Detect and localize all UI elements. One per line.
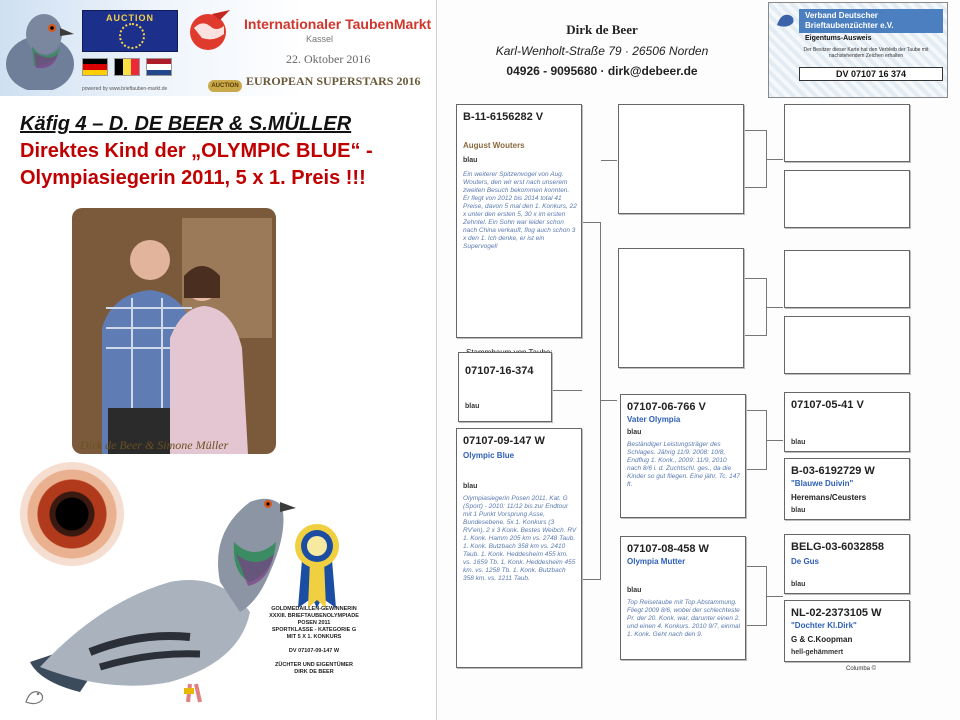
medal-line: ZÜCHTER UND EIGENTÜMER <box>275 662 353 668</box>
connector-line <box>745 410 767 470</box>
card-note: Der Besitzer dieser Karte hat den Verbleib der Taube mit nachstehendem Zeichen erhalten <box>803 47 929 59</box>
footer-credit: Columba © <box>846 666 877 672</box>
medal-line <box>244 655 384 662</box>
pedigree-card-father <box>456 104 582 338</box>
auction-logo-label: AUCTION <box>106 13 154 23</box>
pigeon-breeder: G & C.Koopman <box>791 635 853 644</box>
medal-inscription <box>244 606 384 676</box>
pigeon-name: Vater Olympia <box>627 415 681 424</box>
breeder-contact: 04926 - 9095680 · dirk@debeer.de <box>506 64 698 78</box>
card-title: Eigentums-Ausweis <box>805 35 872 42</box>
ring-number: NL-02-2373105 W <box>791 607 882 619</box>
pedigree-card-subject <box>458 352 552 422</box>
small-auction-logo: AUCTION <box>208 80 242 92</box>
pigeon-logo-icon <box>775 9 797 31</box>
pigeon-color: hell-gehämmert <box>791 649 844 656</box>
breeders-image <box>72 208 276 454</box>
photo-caption: Dirk de Beer & Simone Müller <box>80 438 229 452</box>
breeder-photo <box>72 208 276 454</box>
pigeon-name: "Dochter Kl.Dirk" <box>791 621 857 630</box>
ring-number: 07107-16-374 <box>465 365 534 377</box>
pigeon-color: blau <box>791 439 806 446</box>
pedigree-card-mother <box>456 428 582 668</box>
pigeon-color: blau <box>463 483 478 490</box>
ring-number: 07107-06-766 V <box>627 401 706 413</box>
market-title: Internationaler TaubenMarkt <box>244 16 432 32</box>
pedigree-card-mother-mother <box>620 536 746 660</box>
medal-line: POSEN 2011 <box>297 620 331 626</box>
globe-pigeon-icon <box>186 8 234 52</box>
photographer-logo-icon <box>22 684 48 708</box>
connector-line <box>745 566 767 626</box>
connector-line <box>767 440 783 441</box>
pedigree-card-empty <box>784 170 910 228</box>
pigeon-note: Olympiasiegerin Posen 2011, Kat. G (Sport) - 2010: 11/12 bis zur Endtour mit 1 Punkt Vorsprung Asse, Bundesebene. 5x 1. Konkurs (3 RV'en), 2 x 3 Konk. Bestes Weibch. RV 1. Konk. Hamm 205 km vs. 2748 Taub. 1. Konk. Butzbach 358 km vs. 2410 Taub. 1. Konk. Heddesheim 455 km. vs. 1659 Tb. 1. Konk. Heddesheim 455 km. vs. 1258 Tb. 1. Konk. Butzbach 358 km. vs. 1211 Taub. <box>463 495 577 582</box>
pigeon-note: Beständiger Leistungsträger des Schlages. Jährig 11/9. 2008: 10/8, Endflug 1. Konk., 2009: 11/9, 2010 nach 8/6 i. d. Zuchtschl. ges., da die Kinder so gut fliegen. Eine jähr. Tc. 147 ft. <box>627 441 740 488</box>
pedigree-card-mfm <box>784 458 910 520</box>
flag-belgium-icon <box>114 58 140 76</box>
left-panel <box>0 0 436 720</box>
medal-line: SPORTKLASSE - KATEGORIE G <box>271 627 357 633</box>
card-ring-number: DV 07107 16 374 <box>799 67 943 81</box>
lot-subtitle-1: Direktes Kind der „OLYMPIC BLUE“ - <box>20 140 373 162</box>
pigeon-color: blau <box>463 157 478 164</box>
connector-line <box>745 278 767 336</box>
pedigree-card-mmm <box>784 600 910 662</box>
pedigree-card-empty <box>784 250 910 308</box>
pedigree-card-empty <box>618 104 744 214</box>
pedigree-card-empty <box>618 248 744 368</box>
flags-row <box>82 58 172 76</box>
pedigree-card-mother-father <box>620 394 746 518</box>
medal-line: MIT 5 X 1. KONKURS <box>286 634 342 640</box>
rosette-medal-icon <box>292 520 342 610</box>
connector-line <box>601 160 617 161</box>
connector-line <box>601 400 617 401</box>
pigeon-name: De Gus <box>791 557 820 566</box>
lot-title: Käfig 4 – D. DE BEER & S.MÜLLER <box>20 113 352 135</box>
ring-number: 07107-05-41 V <box>791 399 864 411</box>
powered-by-text: powered by www.brieftauben-markt.de <box>82 86 168 92</box>
breeder-address: Karl-Wenholt-Straße 79 · 26506 Norden <box>495 44 709 58</box>
connector-line <box>552 390 582 391</box>
pigeon-note: Top Reisetaube mit Top Abstammung. Fliegt 2009 8/6, wobei der schlechteste Pr. der 20. Konk. war, darunter einen 2. und einen 4. Konkurs. 2010 9/7, einmal 1. Konk. Geht nach den 9. <box>627 599 741 638</box>
ring-number: 07107-08-458 W <box>627 543 709 555</box>
connector-line <box>745 130 767 188</box>
pigeon-eye-image <box>20 462 124 566</box>
eu-stars-icon <box>119 23 145 49</box>
breeder-name: Dirk de Beer <box>566 22 638 37</box>
card-org-line-2: Brieftaubenzüchter e.V. <box>805 21 894 30</box>
pigeon-note: Ein weiterer Spitzenvogel von Aug. Wouters, den wir erst nach unserem zweiten Besuch bekommen konnten. Er flegt von 2012 bis 2014 total 41 Preise, davon 5 mal den 1. Konkurs, 22 x unter den ersten 5, 30 x im ersten Zehntel. Ein Sohn war leider schon nach China verkauft, flog auch schon 3 x den 1. Ich denke, er ist ein Supervogel! <box>463 171 577 250</box>
pigeon-color: blau <box>791 581 806 588</box>
pigeon-color: blau <box>627 429 642 436</box>
pedigree-card-mmf <box>784 534 910 594</box>
ring-number: 07107-09-147 W <box>463 435 545 447</box>
pigeon-breeder: Heremans/Ceusters <box>791 493 867 502</box>
flag-netherlands-icon <box>146 58 172 76</box>
ring-number: B-11-6156282 V <box>463 111 544 123</box>
ring-number: BELG-03-6032858 <box>791 541 884 553</box>
pigeon-color: blau <box>465 403 480 410</box>
pigeon-color: blau <box>627 587 642 594</box>
ownership-card <box>768 2 948 98</box>
medal-line: DIRK DE BEER <box>294 669 334 675</box>
pedigree-card-empty <box>784 316 910 374</box>
pigeon-name: August Wouters <box>463 141 525 150</box>
connector-line <box>581 222 601 580</box>
medal-line: XXXIII. BRIEFTAUBENOLYMPIADE <box>269 613 359 619</box>
lot-headline <box>20 113 432 190</box>
flag-germany-icon <box>82 58 108 76</box>
connector-line <box>767 596 783 597</box>
lot-subtitle-2: Olympiasiegerin 2011, 5 x 1. Preis !!! <box>20 167 366 189</box>
market-date: 22. Oktober 2016 <box>286 52 371 66</box>
market-city: Kassel <box>306 34 334 44</box>
medal-line: GOLDMEDAILLEN-GEWINNERIN <box>271 606 357 612</box>
auction-logo <box>82 10 178 52</box>
ring-number: B-03-6192729 W <box>791 465 875 477</box>
pigeon-name: Olympic Blue <box>463 451 515 460</box>
pigeon-name: Olympia Mutter <box>627 557 686 566</box>
connector-line <box>767 307 783 308</box>
market-subtitle: EUROPEAN SUPERSTARS 2016 <box>246 74 421 88</box>
pigeon-color: blau <box>791 507 806 514</box>
medal-line <box>244 641 384 648</box>
connector-line <box>767 159 783 160</box>
auction-banner <box>0 0 436 96</box>
pigeon-head-icon <box>4 4 78 90</box>
pedigree-card-empty <box>784 104 910 162</box>
breeder-header <box>436 22 768 78</box>
medal-line: DV 07107-09-147 W <box>288 648 340 654</box>
card-org-line-1: Verband Deutscher <box>805 11 878 20</box>
pigeon-name: "Blauwe Duivin" <box>791 479 854 488</box>
pedigree-card-mff <box>784 392 910 452</box>
